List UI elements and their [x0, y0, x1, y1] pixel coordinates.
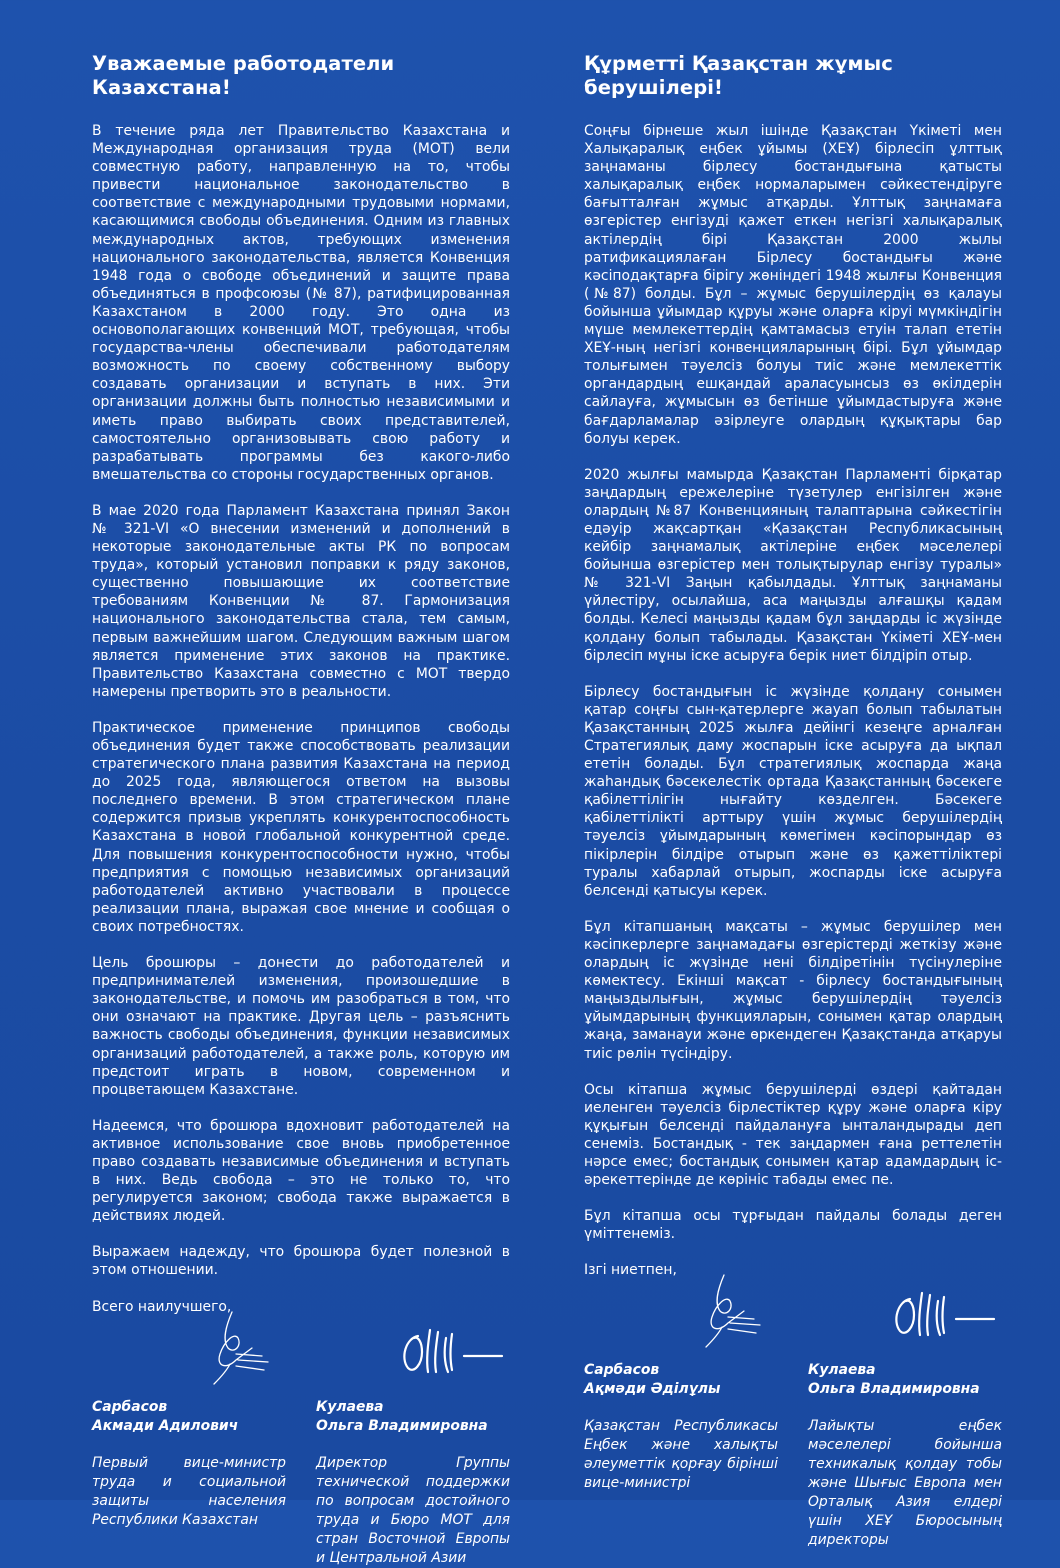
kazakh-column	[584, 52, 1002, 1550]
person-name	[584, 1361, 778, 1399]
kazakh-paragraph-6: Бұл кітапша осы тұрғыдан пайдалы болады деген үміттенеміз.	[584, 1208, 1002, 1243]
person-surname: Кулаева	[316, 1398, 384, 1415]
kazakh-paragraph-5: Осы кітапша жұмыс берушілерді өздері қайтадан иеленген тәуелсіз бірлестіктер құру және оларға кіру құқығын белсенді пайдалануға ынталандырады деп сенеміз. Бостандық - тек заңдармен ғана реттелетін нәрсе емес; бостандық сонымен қатар адамдардың іс-әрекеттерінде де көрініс табады емес пе.	[584, 1081, 1002, 1189]
russian-paragraph-1: В течение ряда лет Правительство Казахстана и Международная организация труда (МОТ) вели совместную работу, направленную на то, чтобы привести национальное законодательство в соответствие с международными трудовыми нормами, касающимися свободы объединения. Одним из главных международных актов, требующих изменения национального законодательства, является Конвенция 1948 года о свободе объединений и защите права объединяться в профсоюзы (№ 87), ратифицированная Казахстаном в 2000 году. Это одна из основополагающих конвенций МОТ, требующая, чтобы государства-члены обеспечивали работодателям возможность по своему собственному выбору создавать организации и вступать в них. Эти организации должны быть полностью независимыми и иметь право выбирать своих представителей, самостоятельно организовывать свою работу и разрабатывать программы без какого-либо вмешательства со стороны государственных органов.	[92, 123, 510, 483]
russian-paragraph-3: Практическое применение принципов свободы объединения будет также способствовать реализации стратегического плана развития Казахстана на период до 2025 года, являющегося ответом на вызовы последнего времени. В этом стратегическом плане содержится призыв укреплять конкурентоспособность Казахстана в новой глобальной конкурентной среде. Для повышения конкурентоспособности нужно, чтобы предприятия с помощью независимых организаций работодателей активно участвовали в процессе реализации плана, выражая свое мнение и сообщая о своих потребностях.	[92, 719, 510, 935]
person-position: Первый вице-министр труда и социальной защиты населения Республики Казахстан	[92, 1454, 286, 1528]
kazakh-signatory-kulaeva	[808, 1361, 1002, 1550]
person-given-name: Ольга Владимировна	[808, 1381, 980, 1398]
russian-paragraph-5: Надеемся, что брошюра вдохновит работодателей на активное использование свое вновь приобретенное право создавать независимые объединения и вступать в них. Ведь свобода – это не только то, что регулируется законом; свобода также выражается в действиях людей.	[92, 1117, 510, 1225]
kazakh-title-line-1: Құрметті Қазақстан жұмыс	[584, 52, 893, 75]
person-position: Директор Группы технической поддержки по вопросам достойного труда и Бюро МОТ для стран Восточной Европы и Центральной Азии	[316, 1454, 510, 1566]
russian-paragraph-4: Цель брошюры – донести до работодателей и предпринимателей изменения, произошедшие в законодательстве, и помочь им разобраться в том, что они означают на практике. Другая цель – разъяснить важность свободы объединения, функции независимых организаций работодателей, а также роль, которую им предстоит играть в новом, современном и процветающем Казахстане.	[92, 955, 510, 1098]
russian-column	[92, 52, 510, 1568]
russian-signatory-sarbasov	[92, 1398, 286, 1568]
kazakh-signatures	[584, 1283, 1002, 1353]
russian-signatories	[92, 1398, 510, 1568]
russian-paragraph-6: Выражаем надежду, что брошюра будет полезной в этом отношении.	[92, 1244, 510, 1279]
russian-title-line-1: Уважаемые работодатели	[92, 52, 395, 75]
russian-signatory-kulaeva	[316, 1398, 510, 1568]
russian-title	[92, 52, 510, 100]
person-given-name: Ольга Владимировна	[316, 1417, 488, 1434]
person-name	[316, 1398, 510, 1436]
kazakh-signatory-sarbasov	[584, 1361, 778, 1550]
person-name	[808, 1361, 1002, 1399]
kulaeva-signature-icon	[892, 1291, 1002, 1341]
sarbasov-signature-icon	[704, 1271, 774, 1349]
russian-title-line-2: Казахстана!	[92, 76, 231, 99]
kazakh-closing: Ізгі ниетпен,	[584, 1262, 677, 1279]
person-surname: Сарбасов	[584, 1362, 660, 1379]
person-given-name: Акмади Адилович	[92, 1417, 239, 1434]
russian-closing: Всего наилучшего,	[92, 1298, 232, 1315]
person-position: Қазақстан Республикасы Еңбек және халықты әлеуметтік қорғау бірінші вице-министрі	[584, 1418, 778, 1492]
person-surname: Кулаева	[808, 1362, 876, 1379]
russian-paragraph-2: В мае 2020 года Парламент Казахстана принял Закон № 321-VI «О внесении изменений и дополнений в некоторые законодательные акты РК по вопросам труда», который установил поправки к ряду законов, существенно повышающие их соответствие требованиям Конвенции № 87. Гармонизация национального законодательства стала, тем самым, первым важнейшим шагом. Следующим важным шагом является применение этих законов на практике. Правительство Казахстана совместно с МОТ твердо намерены претворить это в реальности.	[92, 502, 510, 700]
sarbasov-signature-icon	[212, 1308, 282, 1386]
person-given-name: Ақмәди Әділұлы	[584, 1381, 721, 1398]
person-position: Лайықты еңбек мәселелері бойынша техникалық қолдау тобы және Шығыс Европа мен Орталық Азия елдері үшін ХЕҰ Бюросының директоры	[808, 1418, 1002, 1549]
kulaeva-signature-icon	[400, 1328, 510, 1378]
kazakh-paragraph-4: Бұл кітапшаның мақсаты – жұмыс берушілер мен кәсіпкерлерге заңнамадағы өзгерістерді жеткізу және олардың іс жүзінде нені білдіретінін түсінулеріне көмектесу. Екінші мақсат - бірлесу бостандығының маңыздылығын, жұмыс берушілердің тәуелсіз ұйымдарының функцияларын, сонымен қатар олардың жаңа, заманауи және өркендеген Қазақстанда атқаруы тиіс рөлін түсіндіру.	[584, 918, 1002, 1062]
kazakh-paragraph-2: 2020 жылғы мамырда Қазақстан Парламенті бірқатар заңдардың ережелеріне түзетулер енгізілген және олардың №87 Конвенцияның талаптарына сәйкестігін едәуір жақсартқан «Қазақстан Республикасының кейбір заңнамалық актілеріне еңбек мәселелері бойынша өзгерістер мен толықтырулар енгізу туралы» № 321-VI Заңын қабылдады. Ұлттық заңнаманы үйлестіру, осылайша, аса маңызды алғашқы қадам болды. Келесі маңызды қадам бұл заңдарды іс жүзінде қолдану болып табылады. Қазақстан Үкіметі ХЕҰ-мен бірлесіп мұны іске асыруға берік ниет білдіріп отыр.	[584, 466, 1002, 664]
kazakh-signatories	[584, 1361, 1002, 1550]
kazakh-paragraph-1: Соңғы бірнеше жыл ішінде Қазақстан Үкіметі мен Халықаралық еңбек ұйымы (ХЕҰ) бірлесіп ұлттық заңнаманы бірлесу бостандығына қатысты халықаралық еңбек нормаларымен сәйкестендіруге бағытталған жұмыс атқарды. Ұлттық заңнамаға өзгерістер енгізуді қажет еткен негізгі халықаралық актілердің бірі Қазақстан 2000 жылы ратификациялаған Бірлесу бостандығы және кәсіподақтарға бірігу жөніндегі 1948 жылғы Конвенция (№87) болды. Бұл – жұмыс берушілердің өз қалауы бойынша ұйымдар құруы және оларға кіруі мүмкіндігін мүше мемлекеттердің қамтамасыз етуін талап ететін ХЕҰ-ның негізгі конвенцияларының бірі. Бұл ұйымдар толығымен тәуелсіз болуы тиіс және мемлекеттік органдардың ешқандай араласуынсыз өз өкілдерін сайлауға, жұмысын өз бетінше ұйымдастыруға және бағдарламалар әзірлеуге олардың құқықтары бар болуы керек.	[584, 123, 1002, 447]
kazakh-paragraph-3: Бірлесу бостандығын іс жүзінде қолдану сонымен қатар соңғы сын-қатерлерге жауап болып табылатын Қазақстанның 2025 жылға дейінгі кезеңге арналған Стратегиялық даму жоспарын іске асыруға да ықпал ететін болады. Бұл стратегиялық жоспарда жаңа жаһандық бәсекелестік ортада Қазақстанның бәсекеге қабілеттілігін нығайту көзделген. Бәсекеге қабілеттілікті арттыру үшін жұмыс берушілердің тәуелсіз ұйымдарының көмегімен кәсіпорындар өз пікірлерін білдіре отырып және өз қажеттіліктері туралы хабарлай отырып, жоспарды іске асыруға белсенді қатысуы керек.	[584, 683, 1002, 899]
kazakh-title-line-2: берушілері!	[584, 76, 724, 99]
kazakh-title	[584, 52, 1002, 100]
person-name	[92, 1398, 286, 1436]
russian-signatures	[92, 1320, 510, 1390]
person-surname: Сарбасов	[92, 1398, 168, 1415]
